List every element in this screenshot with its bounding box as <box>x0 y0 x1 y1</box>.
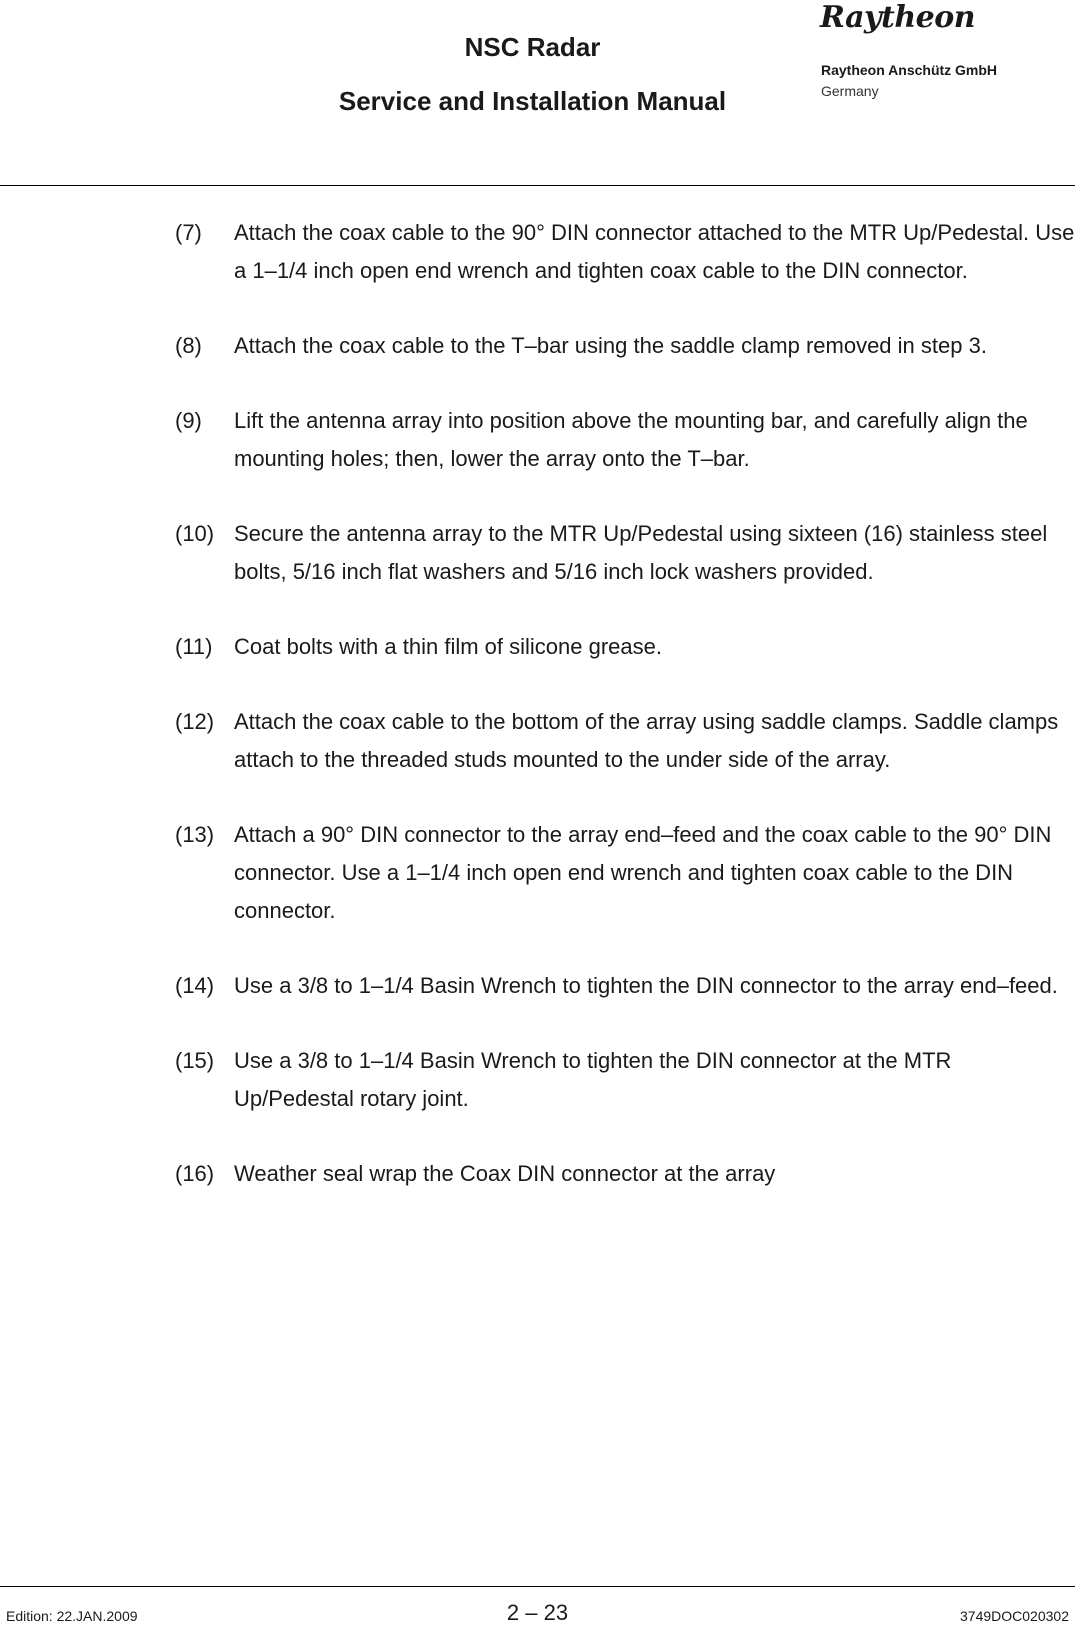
raytheon-logo: Raytheon <box>820 0 976 35</box>
step-item <box>175 1042 1075 1118</box>
page-number: 2 – 23 <box>506 1600 569 1625</box>
company-name: Raytheon Anschütz GmbH <box>821 62 998 78</box>
step-item <box>175 967 1075 1005</box>
step-text: Weather seal wrap the Coax DIN connector at the array <box>234 1161 776 1186</box>
step-number: (11) <box>175 634 213 659</box>
step-text: Attach the coax cable to the 90° DIN connector attached to the MTR Up/Pedestal. Use a 1–1/4 inch open end wrench and tighten coax cable to the DIN connector. <box>234 220 1075 283</box>
step-number: (16) <box>175 1161 215 1186</box>
step-text: Coat bolts with a thin film of silicone grease. <box>234 634 662 659</box>
step-item <box>175 628 1075 666</box>
procedure-steps <box>175 214 1075 1230</box>
step-number: (15) <box>175 1048 215 1073</box>
document-title: NSC Radar <box>464 32 601 62</box>
step-number: (8) <box>175 333 202 358</box>
step-item <box>175 1155 1075 1193</box>
footer-divider <box>0 1586 1075 1587</box>
step-item <box>175 402 1075 478</box>
step-number: (14) <box>175 973 215 998</box>
step-number: (12) <box>175 709 215 734</box>
step-number: (13) <box>175 822 215 847</box>
document-code: 3749DOC020302 <box>960 1608 1069 1624</box>
step-item <box>175 816 1075 930</box>
step-item <box>175 703 1075 779</box>
step-text: Use a 3/8 to 1–1/4 Basin Wrench to tighten the DIN connector to the array end–feed. <box>234 973 1058 998</box>
step-text: Secure the antenna array to the MTR Up/Pedestal using sixteen (16) stainless steel bolts, 5/16 inch flat washers and 5/16 inch lock washers provided. <box>234 521 1048 584</box>
step-text: Attach a 90° DIN connector to the array end–feed and the coax cable to the 90° DIN connector. Use a 1–1/4 inch open end wrench and tighten coax cable to the DIN connector. <box>234 822 1052 923</box>
step-item <box>175 515 1075 591</box>
header-divider <box>0 185 1075 186</box>
step-text: Attach the coax cable to the T–bar using the saddle clamp removed in step 3. <box>234 333 987 358</box>
step-number: (7) <box>175 220 202 245</box>
document-subtitle: Service and Installation Manual <box>338 86 727 116</box>
company-country: Germany <box>821 83 879 99</box>
step-text: Use a 3/8 to 1–1/4 Basin Wrench to tighten the DIN connector at the MTR Up/Pedestal rotary joint. <box>234 1048 952 1111</box>
step-item <box>175 327 1075 365</box>
step-text: Attach the coax cable to the bottom of the array using saddle clamps. Saddle clamps attach to the threaded studs mounted to the under side of the array. <box>234 709 1059 772</box>
edition-date: Edition: 22.JAN.2009 <box>6 1608 138 1624</box>
step-text: Lift the antenna array into position above the mounting bar, and carefully align the mounting holes; then, lower the array onto the T–bar. <box>234 408 1028 471</box>
step-number: (10) <box>175 521 215 546</box>
page-header <box>0 0 1075 186</box>
step-number: (9) <box>175 408 202 433</box>
step-item <box>175 214 1075 290</box>
